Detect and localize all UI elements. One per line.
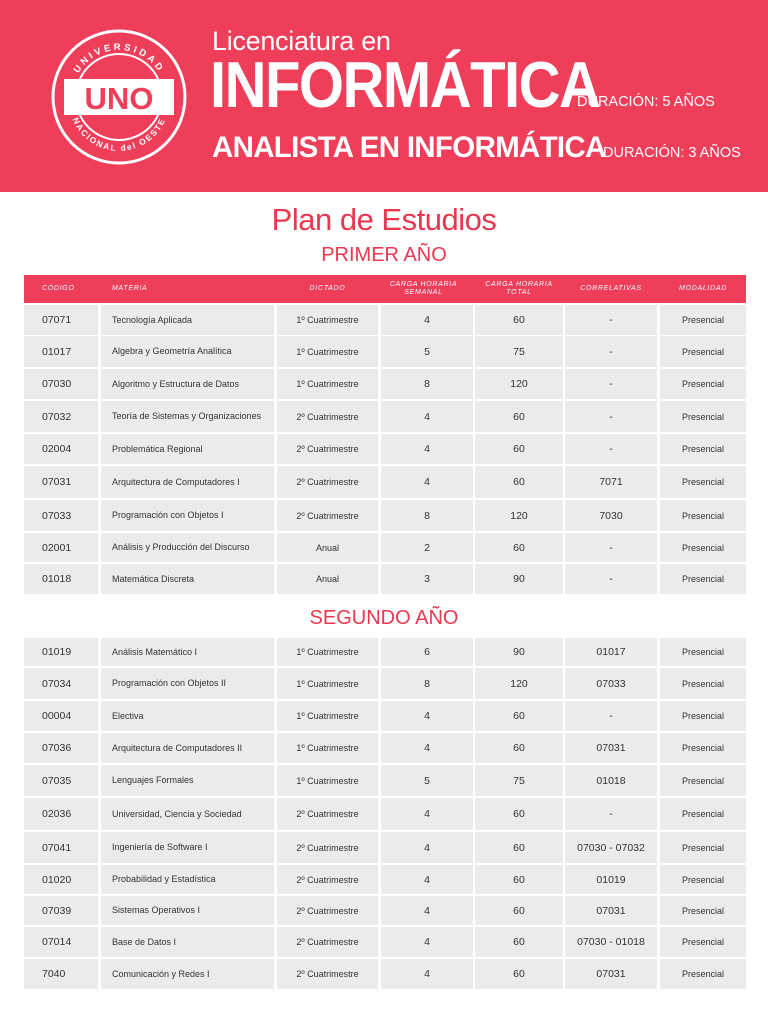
cell-codigo: 07014 — [24, 927, 98, 957]
table-row — [24, 401, 746, 432]
cell-carga-total: 75 — [475, 765, 563, 796]
cell-modalidad: Presencial — [660, 401, 746, 432]
cell-carga-total: 60 — [475, 896, 563, 925]
cell-dictado: 2º Cuatrimestre — [277, 927, 378, 957]
cell-codigo: 02001 — [24, 533, 98, 562]
header-subtitle: ANALISTA EN INFORMÁTICA — [212, 131, 606, 164]
cell-carga-total: 75 — [475, 336, 563, 367]
cell-dictado: 2º Cuatrimestre — [277, 500, 378, 531]
logo-center-text: UNO — [84, 81, 154, 116]
cell-carga-semanal: 6 — [381, 638, 473, 666]
uno-logo-seal — [50, 28, 188, 166]
cell-dictado: 2º Cuatrimestre — [277, 466, 378, 498]
table-row — [24, 533, 746, 562]
cell-correlativas: - — [565, 798, 657, 830]
cell-codigo: 07039 — [24, 896, 98, 925]
cell-modalidad: Presencial — [660, 533, 746, 562]
cell-materia: Tecnología Aplicada — [101, 305, 274, 335]
cell-dictado: 1º Cuatrimestre — [277, 701, 378, 731]
cell-carga-total: 90 — [475, 564, 563, 594]
cell-materia: Universidad, Ciencia y Sociedad — [101, 798, 274, 830]
cell-correlativas: 01018 — [565, 765, 657, 796]
cell-correlativas: 07031 — [565, 896, 657, 925]
table-row — [24, 865, 746, 894]
cell-modalidad: Presencial — [660, 896, 746, 925]
year-title-segundo: SEGUNDO AÑO — [309, 607, 459, 629]
table-row — [24, 434, 746, 464]
cell-dictado: 2º Cuatrimestre — [277, 865, 378, 894]
cell-codigo: 07035 — [24, 765, 98, 796]
cell-codigo: 07033 — [24, 500, 98, 531]
cell-codigo: 07031 — [24, 466, 98, 498]
cell-dictado: 2º Cuatrimestre — [277, 401, 378, 432]
cell-modalidad: Presencial — [660, 668, 746, 699]
cell-carga-semanal: 4 — [381, 701, 473, 731]
cell-correlativas: 01019 — [565, 865, 657, 894]
cell-carga-total: 60 — [475, 832, 563, 863]
cell-carga-total: 60 — [475, 533, 563, 562]
cell-modalidad: Presencial — [660, 733, 746, 763]
cell-materia: Matemática Discreta — [101, 564, 274, 594]
cell-carga-semanal: 4 — [381, 927, 473, 957]
cell-modalidad: Presencial — [660, 865, 746, 894]
cell-carga-semanal: 8 — [381, 668, 473, 699]
cell-dictado: Anual — [277, 533, 378, 562]
cell-codigo: 01017 — [24, 336, 98, 367]
cell-correlativas: - — [565, 564, 657, 594]
table-row — [24, 701, 746, 731]
cell-modalidad: Presencial — [660, 832, 746, 863]
table-row — [24, 336, 746, 367]
cell-carga-semanal: 2 — [381, 533, 473, 562]
col-header-dictado: DICTADO — [309, 285, 346, 293]
cell-carga-total: 60 — [475, 305, 563, 335]
cell-correlativas: 07030 - 07032 — [565, 832, 657, 863]
cell-materia: Análisis y Producción del Discurso — [101, 533, 274, 562]
cell-codigo: 07034 — [24, 668, 98, 699]
col-header-carga-semanal: CARGA HORARIA SEMANAL — [389, 281, 458, 296]
cell-dictado: 1º Cuatrimestre — [277, 336, 378, 367]
cell-modalidad: Presencial — [660, 466, 746, 498]
cell-carga-total: 60 — [475, 733, 563, 763]
cell-modalidad: Presencial — [660, 927, 746, 957]
cell-materia: Algebra y Geometría Analítica — [101, 336, 274, 367]
cell-modalidad: Presencial — [660, 701, 746, 731]
cell-correlativas: 07031 — [565, 733, 657, 763]
cell-correlativas: 7071 — [565, 466, 657, 498]
cell-carga-semanal: 4 — [381, 434, 473, 464]
cell-modalidad: Presencial — [660, 564, 746, 594]
cell-dictado: 1º Cuatrimestre — [277, 369, 378, 399]
table-row — [24, 765, 746, 796]
cell-dictado: Anual — [277, 564, 378, 594]
cell-carga-semanal: 4 — [381, 305, 473, 335]
cell-dictado: 2º Cuatrimestre — [277, 434, 378, 464]
cell-codigo: 02004 — [24, 434, 98, 464]
cell-materia: Problemática Regional — [101, 434, 274, 464]
cell-modalidad: Presencial — [660, 369, 746, 399]
cell-correlativas: 07031 — [565, 959, 657, 989]
cell-materia: Comunicación y Redes I — [101, 959, 274, 989]
cell-carga-semanal: 8 — [381, 500, 473, 531]
cell-correlativas: 07033 — [565, 668, 657, 699]
cell-modalidad: Presencial — [660, 305, 746, 335]
cell-carga-semanal: 4 — [381, 865, 473, 894]
cell-carga-semanal: 4 — [381, 798, 473, 830]
table-row — [24, 798, 746, 830]
cell-materia: Programación con Objetos II — [101, 668, 274, 699]
cell-dictado: 2º Cuatrimestre — [277, 959, 378, 989]
cell-codigo: 01018 — [24, 564, 98, 594]
cell-codigo: 02036 — [24, 798, 98, 830]
cell-dictado: 2º Cuatrimestre — [277, 896, 378, 925]
table-row — [24, 564, 746, 594]
cell-materia: Electiva — [101, 701, 274, 731]
cell-correlativas: 01017 — [565, 638, 657, 666]
cell-carga-semanal: 4 — [381, 733, 473, 763]
table-row — [24, 896, 746, 925]
cell-dictado: 2º Cuatrimestre — [277, 832, 378, 863]
cell-materia: Lenguajes Formales — [101, 765, 274, 796]
cell-dictado: 1º Cuatrimestre — [277, 305, 378, 335]
cell-dictado: 1º Cuatrimestre — [277, 668, 378, 699]
cell-modalidad: Presencial — [660, 959, 746, 989]
cell-carga-total: 60 — [475, 959, 563, 989]
cell-carga-total: 120 — [475, 369, 563, 399]
col-header-carga-total: CARGA HORARIA TOTAL — [485, 281, 553, 296]
table-row — [24, 959, 746, 989]
cell-carga-total: 60 — [475, 434, 563, 464]
cell-dictado: 1º Cuatrimestre — [277, 638, 378, 666]
cell-dictado: 1º Cuatrimestre — [277, 765, 378, 796]
table-row — [24, 927, 746, 957]
plan-title: Plan de Estudios — [271, 202, 497, 237]
cell-modalidad: Presencial — [660, 500, 746, 531]
duration-licenciatura: DURACIÓN: 5 AÑOS — [577, 94, 715, 110]
cell-dictado: 1º Cuatrimestre — [277, 733, 378, 763]
cell-materia: Arquitectura de Computadores I — [101, 466, 274, 498]
cell-modalidad: Presencial — [660, 638, 746, 666]
cell-correlativas: - — [565, 401, 657, 432]
header-line1: Licenciatura en — [212, 26, 391, 56]
svg-text:UNIVERSIDAD: UNIVERSIDAD — [71, 41, 167, 76]
cell-materia: Análisis Matemático I — [101, 638, 274, 666]
cell-materia: Sistemas Operativos I — [101, 896, 274, 925]
table-row — [24, 369, 746, 399]
cell-correlativas: - — [565, 336, 657, 367]
cell-carga-semanal: 5 — [381, 336, 473, 367]
svg-text:NACIONAL del OESTE: NACIONAL del OESTE — [70, 115, 168, 154]
cell-carga-semanal: 3 — [381, 564, 473, 594]
cell-carga-total: 60 — [475, 798, 563, 830]
col-header-correlativas: CORRELATIVAS — [580, 285, 642, 293]
table-row — [24, 305, 746, 335]
table-row — [24, 500, 746, 531]
cell-carga-total: 90 — [475, 638, 563, 666]
cell-codigo: 7040 — [24, 959, 98, 989]
header-title: INFORMÁTICA — [210, 48, 600, 122]
col-header-modalidad: MODALIDAD — [679, 285, 727, 293]
cell-carga-total: 120 — [475, 500, 563, 531]
cell-modalidad: Presencial — [660, 798, 746, 830]
cell-codigo: 07032 — [24, 401, 98, 432]
cell-carga-semanal: 5 — [381, 765, 473, 796]
cell-codigo: 07036 — [24, 733, 98, 763]
cell-modalidad: Presencial — [660, 336, 746, 367]
col-header-codigo: CÓDIGO — [42, 285, 75, 293]
duration-analista: DURACIÓN: 3 AÑOS — [603, 145, 741, 161]
cell-carga-semanal: 4 — [381, 959, 473, 989]
cell-materia: Ingeniería de Software I — [101, 832, 274, 863]
cell-correlativas: - — [565, 305, 657, 335]
cell-materia: Teoría de Sistemas y Organizaciones — [101, 401, 274, 432]
cell-codigo: 07030 — [24, 369, 98, 399]
cell-carga-semanal: 4 — [381, 896, 473, 925]
cell-correlativas: - — [565, 369, 657, 399]
table-header — [24, 275, 746, 303]
table-row — [24, 733, 746, 763]
cell-modalidad: Presencial — [660, 434, 746, 464]
cell-carga-total: 60 — [475, 865, 563, 894]
page-header — [0, 0, 768, 192]
cell-carga-total: 60 — [475, 927, 563, 957]
cell-codigo: 07071 — [24, 305, 98, 335]
table-row — [24, 638, 746, 666]
cell-carga-semanal: 4 — [381, 832, 473, 863]
cell-materia: Arquitectura de Computadores II — [101, 733, 274, 763]
cell-carga-total: 120 — [475, 668, 563, 699]
cell-dictado: 2º Cuatrimestre — [277, 798, 378, 830]
cell-materia: Probabilidad y Estadística — [101, 865, 274, 894]
cell-correlativas: - — [565, 434, 657, 464]
cell-carga-semanal: 4 — [381, 401, 473, 432]
year-title-primero: PRIMER AÑO — [321, 244, 447, 266]
col-header-materia: MATERIA — [112, 285, 148, 293]
cell-materia: Algoritmo y Estructura de Datos — [101, 369, 274, 399]
cell-carga-semanal: 8 — [381, 369, 473, 399]
table-row — [24, 466, 746, 498]
cell-correlativas: 07030 - 01018 — [565, 927, 657, 957]
cell-materia: Base de Datos I — [101, 927, 274, 957]
table-row — [24, 832, 746, 863]
cell-carga-semanal: 4 — [381, 466, 473, 498]
cell-codigo: 00004 — [24, 701, 98, 731]
cell-carga-total: 60 — [475, 466, 563, 498]
cell-correlativas: - — [565, 701, 657, 731]
cell-materia: Programación con Objetos I — [101, 500, 274, 531]
cell-correlativas: - — [565, 533, 657, 562]
cell-carga-total: 60 — [475, 701, 563, 731]
cell-modalidad: Presencial — [660, 765, 746, 796]
cell-codigo: 01019 — [24, 638, 98, 666]
cell-codigo: 07041 — [24, 832, 98, 863]
cell-carga-total: 60 — [475, 401, 563, 432]
table-row — [24, 668, 746, 699]
cell-codigo: 01020 — [24, 865, 98, 894]
cell-correlativas: 7030 — [565, 500, 657, 531]
